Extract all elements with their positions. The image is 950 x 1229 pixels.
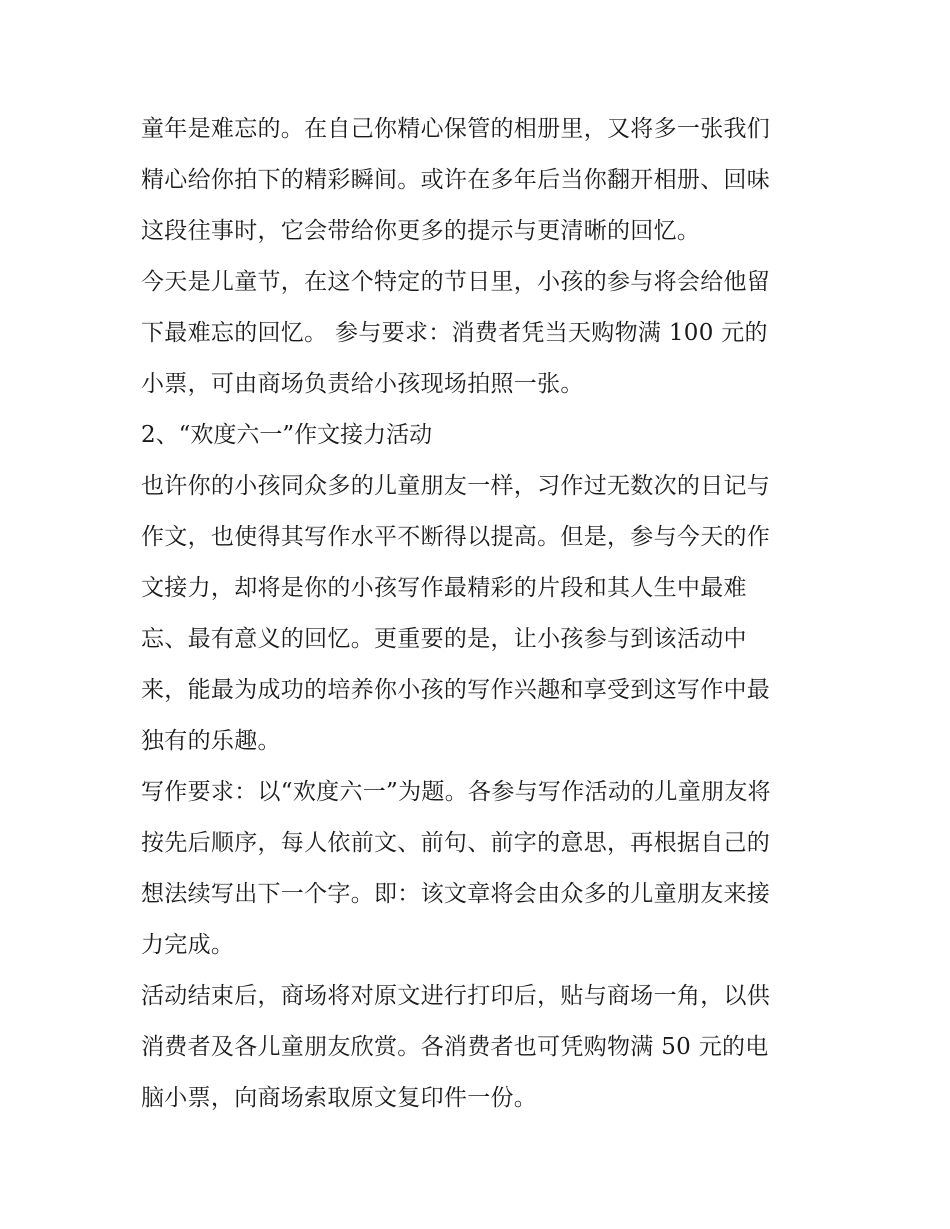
paragraph-line: 独有的乐趣。 — [141, 728, 281, 754]
paragraph-line: 作文，也使得其写作水平不断得以提高。但是，参与今天的作 — [141, 524, 771, 550]
paragraph-line: 消费者及各儿童朋友欣赏。各消费者也可凭购物满 50 元的电 — [141, 1034, 769, 1060]
paragraph-line: 小票，可由商场负责给小孩现场拍照一张。 — [141, 371, 584, 397]
document-body — [141, 104, 813, 1124]
paragraph-line: 下最难忘的回忆。 参与要求：消费者凭当天购物满 100 元的 — [141, 320, 768, 346]
paragraph-line: 写作要求：以“欢度六一”为题。各参与写作活动的儿童朋友将 — [141, 779, 771, 805]
section-heading: 2、“欢度六一”作文接力活动 — [141, 422, 433, 448]
paragraph-line: 活动结束后，商场将对原文进行打印后，贴与商场一角，以供 — [141, 983, 771, 1009]
paragraph-line: 这段往事时，它会带给你更多的提示与更清晰的回忆。 — [141, 218, 701, 244]
paragraph-line: 精心给你拍下的精彩瞬间。或许在多年后当你翻开相册、回味 — [141, 167, 771, 193]
paragraph-line: 童年是难忘的。在自己你精心保管的相册里，又将多一张我们 — [141, 116, 771, 142]
paragraph-line: 也许你的小孩同众多的儿童朋友一样，习作过无数次的日记与 — [141, 473, 771, 499]
paragraph-line: 今天是儿童节，在这个特定的节日里，小孩的参与将会给他留 — [141, 269, 771, 295]
paragraph-line: 忘、最有意义的回忆。更重要的是，让小孩参与到该活动中 — [141, 626, 747, 652]
paragraph-line: 脑小票，向商场索取原文复印件一份。 — [141, 1085, 538, 1111]
paragraph-line: 想法续写出下一个字。即：该文章将会由众多的儿童朋友来接 — [141, 881, 771, 907]
paragraph-line: 文接力，却将是你的小孩写作最精彩的片段和其人生中最难 — [141, 575, 747, 601]
paragraph-line: 来，能最为成功的培养你小孩的写作兴趣和享受到这写作中最 — [141, 677, 771, 703]
paragraph-line: 按先后顺序，每人依前文、前句、前字的意思，再根据自己的 — [141, 830, 771, 856]
paragraph-line: 力完成。 — [141, 932, 235, 958]
